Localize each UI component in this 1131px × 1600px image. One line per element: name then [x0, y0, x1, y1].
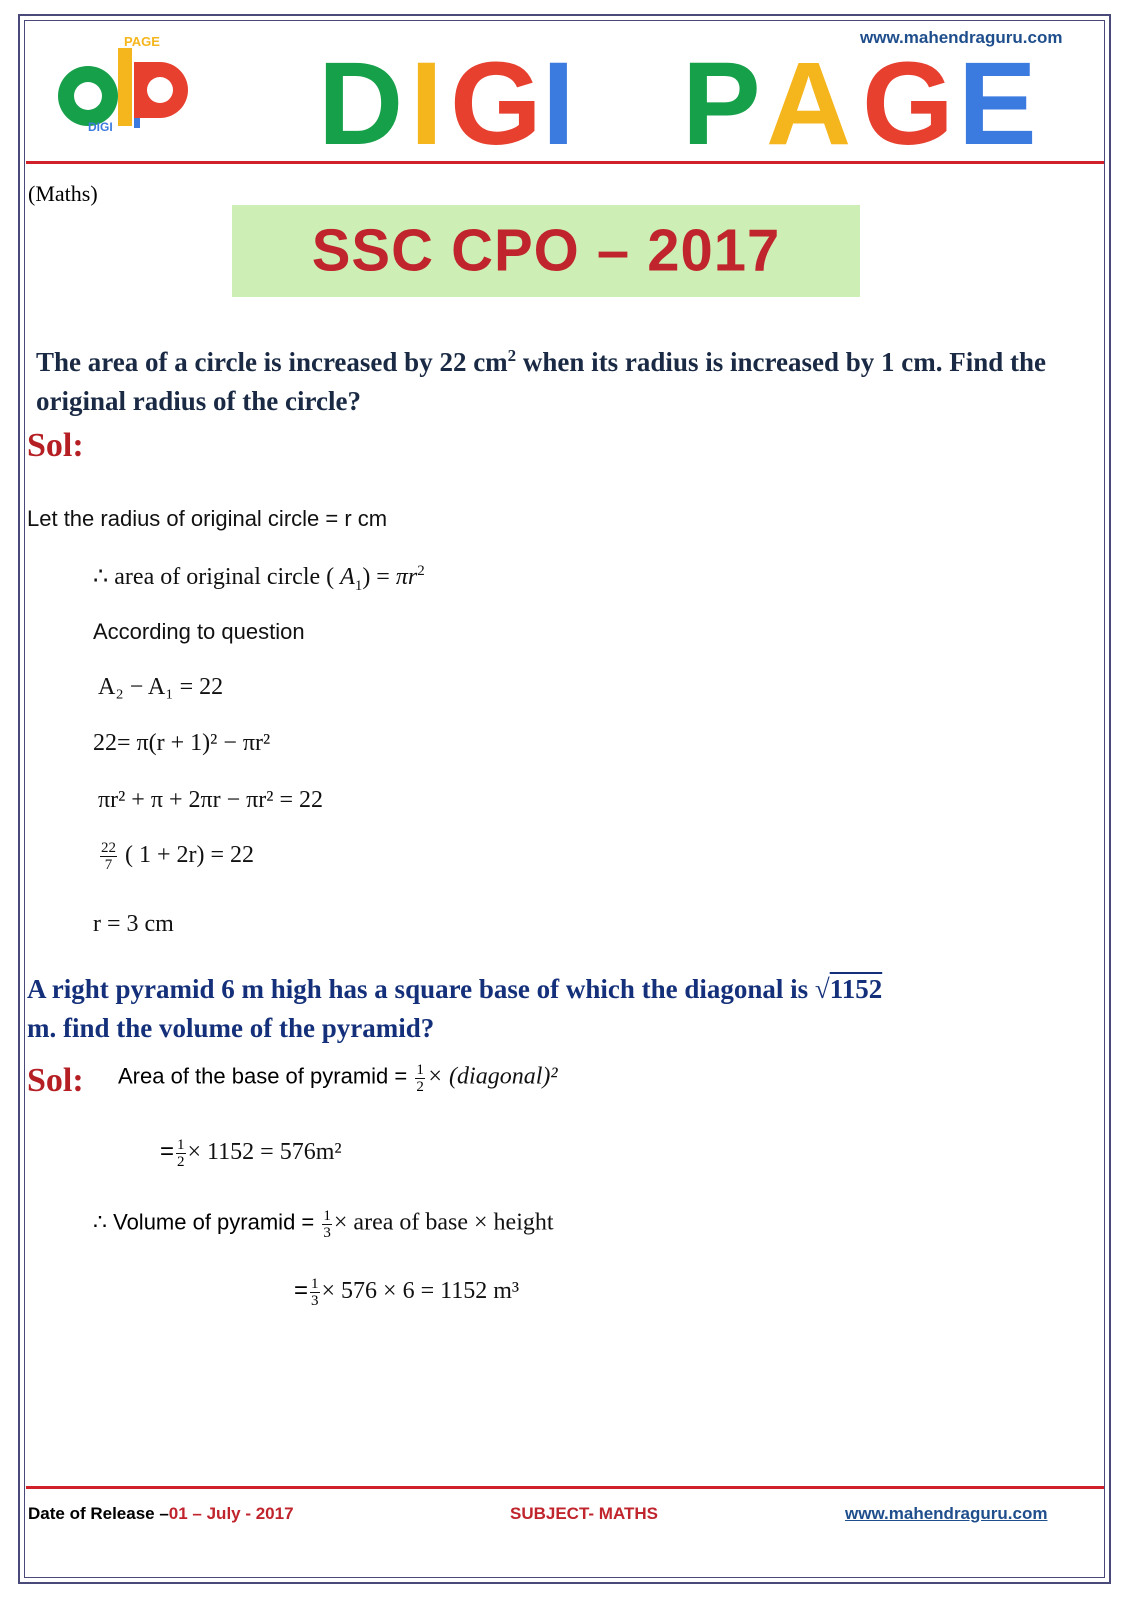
fraction-num: 1 — [311, 1276, 319, 1292]
title-letters — [318, 44, 1037, 154]
question-2 — [27, 970, 1087, 1048]
header-website[interactable]: www.mahendraguru.com — [860, 28, 1063, 47]
q1-line-7-rest: ( 1 + 2r) = 22 — [119, 842, 255, 869]
q2-root: 1152 — [829, 974, 883, 1004]
q1-line-6: πr² + π + 2πr − πr² = 22 — [98, 787, 323, 813]
q1-line-2: ∴ area of original circle ( $A_1) = \pi r^2$ — [93, 563, 425, 594]
title-letter: E — [958, 44, 1037, 154]
question-1 — [36, 336, 1091, 421]
q1-line-4: A₂ − A₁ = 22 — [98, 674, 224, 700]
fraction-den: 3 — [311, 1293, 319, 1309]
footer-divider — [26, 1486, 1104, 1489]
fraction-num: 22 — [101, 840, 116, 856]
q2-line-4-tail: × 576 × 6 = 1152 m³ — [321, 1278, 520, 1305]
subject-tag: (Maths) — [28, 181, 98, 206]
logo-text-page: PAGE — [124, 34, 160, 49]
q2-text-b: m. find the volume of the pyramid? — [27, 1013, 435, 1043]
q1-line-5: 22= π(r + 1)² − πr² — [93, 730, 271, 756]
q2-text-a: A right pyramid 6 m high has a square base of which the diagonal is √ — [27, 974, 830, 1004]
q2-line-2-eq: = — [160, 1138, 175, 1166]
q2-line-1-text: Area of the base of pyramid = — [118, 1063, 414, 1089]
q2-line-4 — [294, 1276, 519, 1309]
q1-line-8: r = 3 cm — [93, 911, 174, 937]
release-date — [28, 1504, 294, 1524]
title-letter: I — [542, 44, 575, 154]
fraction-num: 1 — [416, 1062, 424, 1078]
title-letter: I — [410, 44, 443, 154]
header-divider — [26, 161, 1104, 164]
fraction-22-7 — [100, 840, 117, 873]
title-letter: G — [862, 44, 954, 154]
title-letter: G — [450, 44, 542, 154]
footer-subject: SUBJECT- MATHS — [510, 1504, 658, 1523]
q2-line-1 — [118, 1062, 558, 1095]
q1-line-1: Let the radius of original circle = r cm — [27, 506, 388, 531]
q2-line-3-tail: × area of base × height — [333, 1209, 554, 1236]
fraction-half — [176, 1137, 186, 1170]
title-letter: A — [766, 44, 852, 154]
title-letter: D — [318, 44, 404, 154]
title-letter: P — [682, 44, 761, 154]
fraction-third — [310, 1276, 320, 1309]
digi-page-logo — [42, 34, 212, 142]
fraction-third — [322, 1208, 332, 1241]
release-date-value: 01 – July - 2017 — [168, 1504, 294, 1523]
q1-sup: 2 — [507, 346, 517, 365]
exam-banner-title: SSC CPO – 2017 — [311, 217, 781, 284]
fraction-num: 1 — [323, 1208, 331, 1224]
fraction-den: 3 — [323, 1225, 331, 1241]
logo-text-digi: DIGI — [88, 120, 113, 134]
q1-text-a: The area of a circle is increased by 22 cm — [36, 347, 508, 377]
fraction-half — [415, 1062, 425, 1095]
release-date-label: Date of Release – — [28, 1504, 169, 1523]
q2-line-2 — [160, 1137, 342, 1170]
fraction-den: 7 — [104, 857, 113, 873]
fraction-den: 2 — [416, 1079, 424, 1095]
fraction-den: 2 — [177, 1154, 185, 1170]
q2-line-1-tail: × (diagonal)² — [426, 1063, 558, 1090]
digi-page-title — [318, 44, 1078, 154]
fraction-num: 1 — [177, 1137, 185, 1153]
q1-text-b: when its radius is increased by 1 cm. Find the original radius of the circle? — [36, 347, 1046, 416]
q2-line-4-eq: = — [294, 1277, 309, 1305]
q2-line-3 — [93, 1208, 554, 1241]
q1-line-7 — [98, 840, 254, 873]
q1-sol-label: Sol: — [27, 427, 84, 464]
footer-website[interactable]: www.mahendraguru.com — [845, 1504, 1048, 1523]
q1-line-2-prefix: ∴ area of original circle ( — [93, 564, 335, 590]
q1-line-3: According to question — [93, 619, 305, 644]
q2-line-3-text: ∴ Volume of pyramid = — [93, 1209, 321, 1235]
q2-line-2-tail: × 1152 = 576m² — [187, 1139, 342, 1166]
q2-sol-label: Sol: — [27, 1062, 84, 1099]
